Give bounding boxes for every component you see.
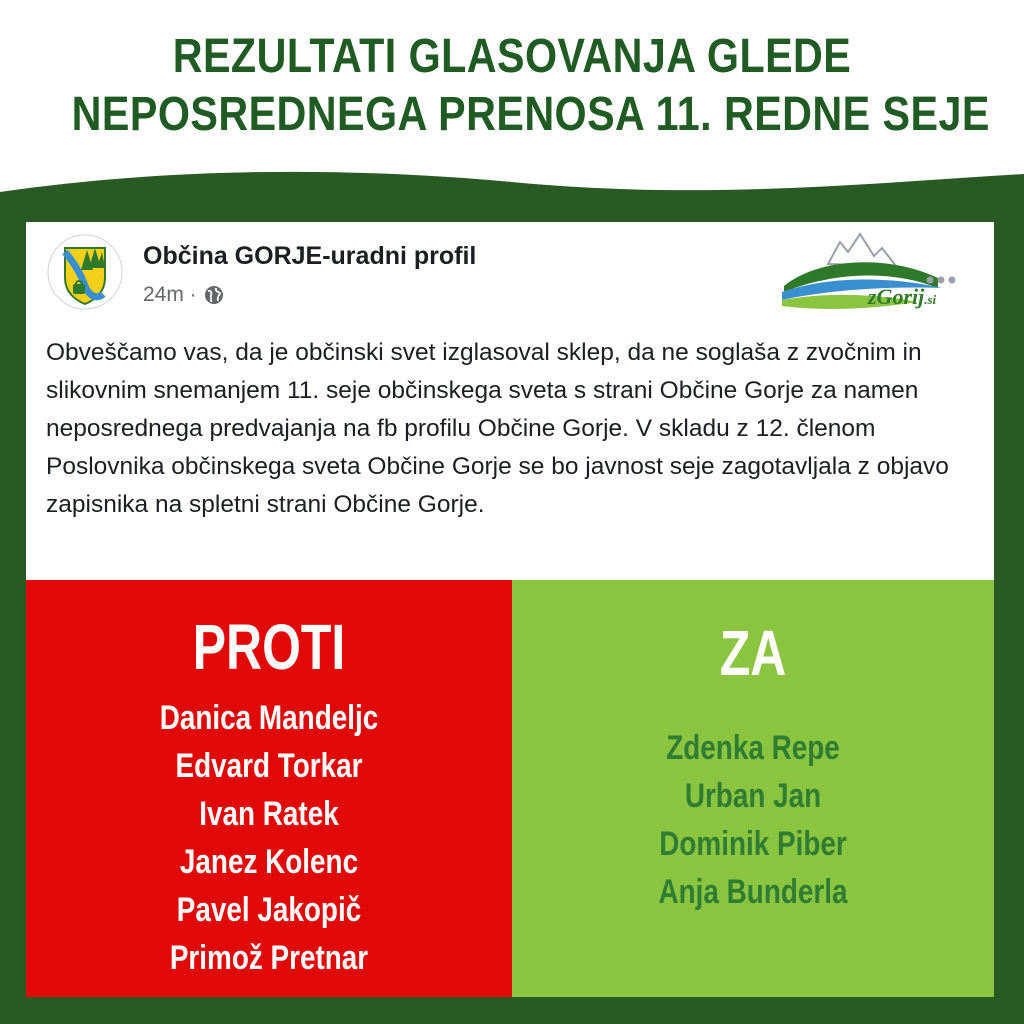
for-name: Anja Bunderla: [658, 873, 848, 911]
for-names-list: [555, 724, 950, 916]
post-author-name[interactable]: Občina GORJE-uradni profil: [143, 242, 477, 270]
for-name: Urban Jan: [684, 777, 822, 815]
zgorij-logo-text: [868, 284, 936, 310]
zgorij-logo-suffix: .si: [924, 292, 937, 307]
post-body-text: Obveščamo vas, da je občinski svet izglasoval sklep, da ne soglaša z zvočnim in slikovnim snemanjem 11. seje občinskega sveta s strani Občine Gorje za namen neposrednega predvajanja na fb profilu Občine Gorje. V skladu z 12. členom Poslovnika občinskega sveta Občine Gorje se bo javnost seje zagotavljala z objavo zapisnika na spletni strani Občine Gorje.: [46, 339, 949, 518]
globe-icon: [203, 284, 225, 306]
against-name: Pavel Jakopič: [176, 891, 362, 929]
post-meta: [143, 283, 225, 307]
against-name: Primož Pretnar: [169, 939, 369, 977]
page-title: [71, 28, 990, 144]
for-heading: ZA: [719, 617, 787, 689]
title-line-2: NEPOSREDNEGA PRENOSA 11. REDNE SEJE: [71, 88, 990, 141]
against-name: Janez Kolenc: [179, 843, 359, 881]
against-name: Danica Mandeljc: [159, 699, 379, 737]
for-column: [512, 580, 994, 997]
against-heading: PROTI: [192, 611, 346, 683]
title-line-1: REZULTATI GLASOVANJA GLEDE: [172, 30, 852, 83]
post-time[interactable]: 24m ·: [143, 283, 197, 306]
for-name: Zdenka Repe: [666, 729, 840, 767]
against-name: Edvard Torkar: [175, 747, 363, 785]
municipality-crest-avatar[interactable]: [47, 234, 123, 310]
facebook-post-card: [26, 222, 994, 580]
zgorij-logo-word: zGorij: [868, 284, 925, 309]
for-name: Dominik Piber: [659, 825, 847, 863]
against-column: [26, 580, 512, 997]
against-name: Ivan Ratek: [199, 795, 339, 833]
against-names-list: [70, 694, 469, 982]
